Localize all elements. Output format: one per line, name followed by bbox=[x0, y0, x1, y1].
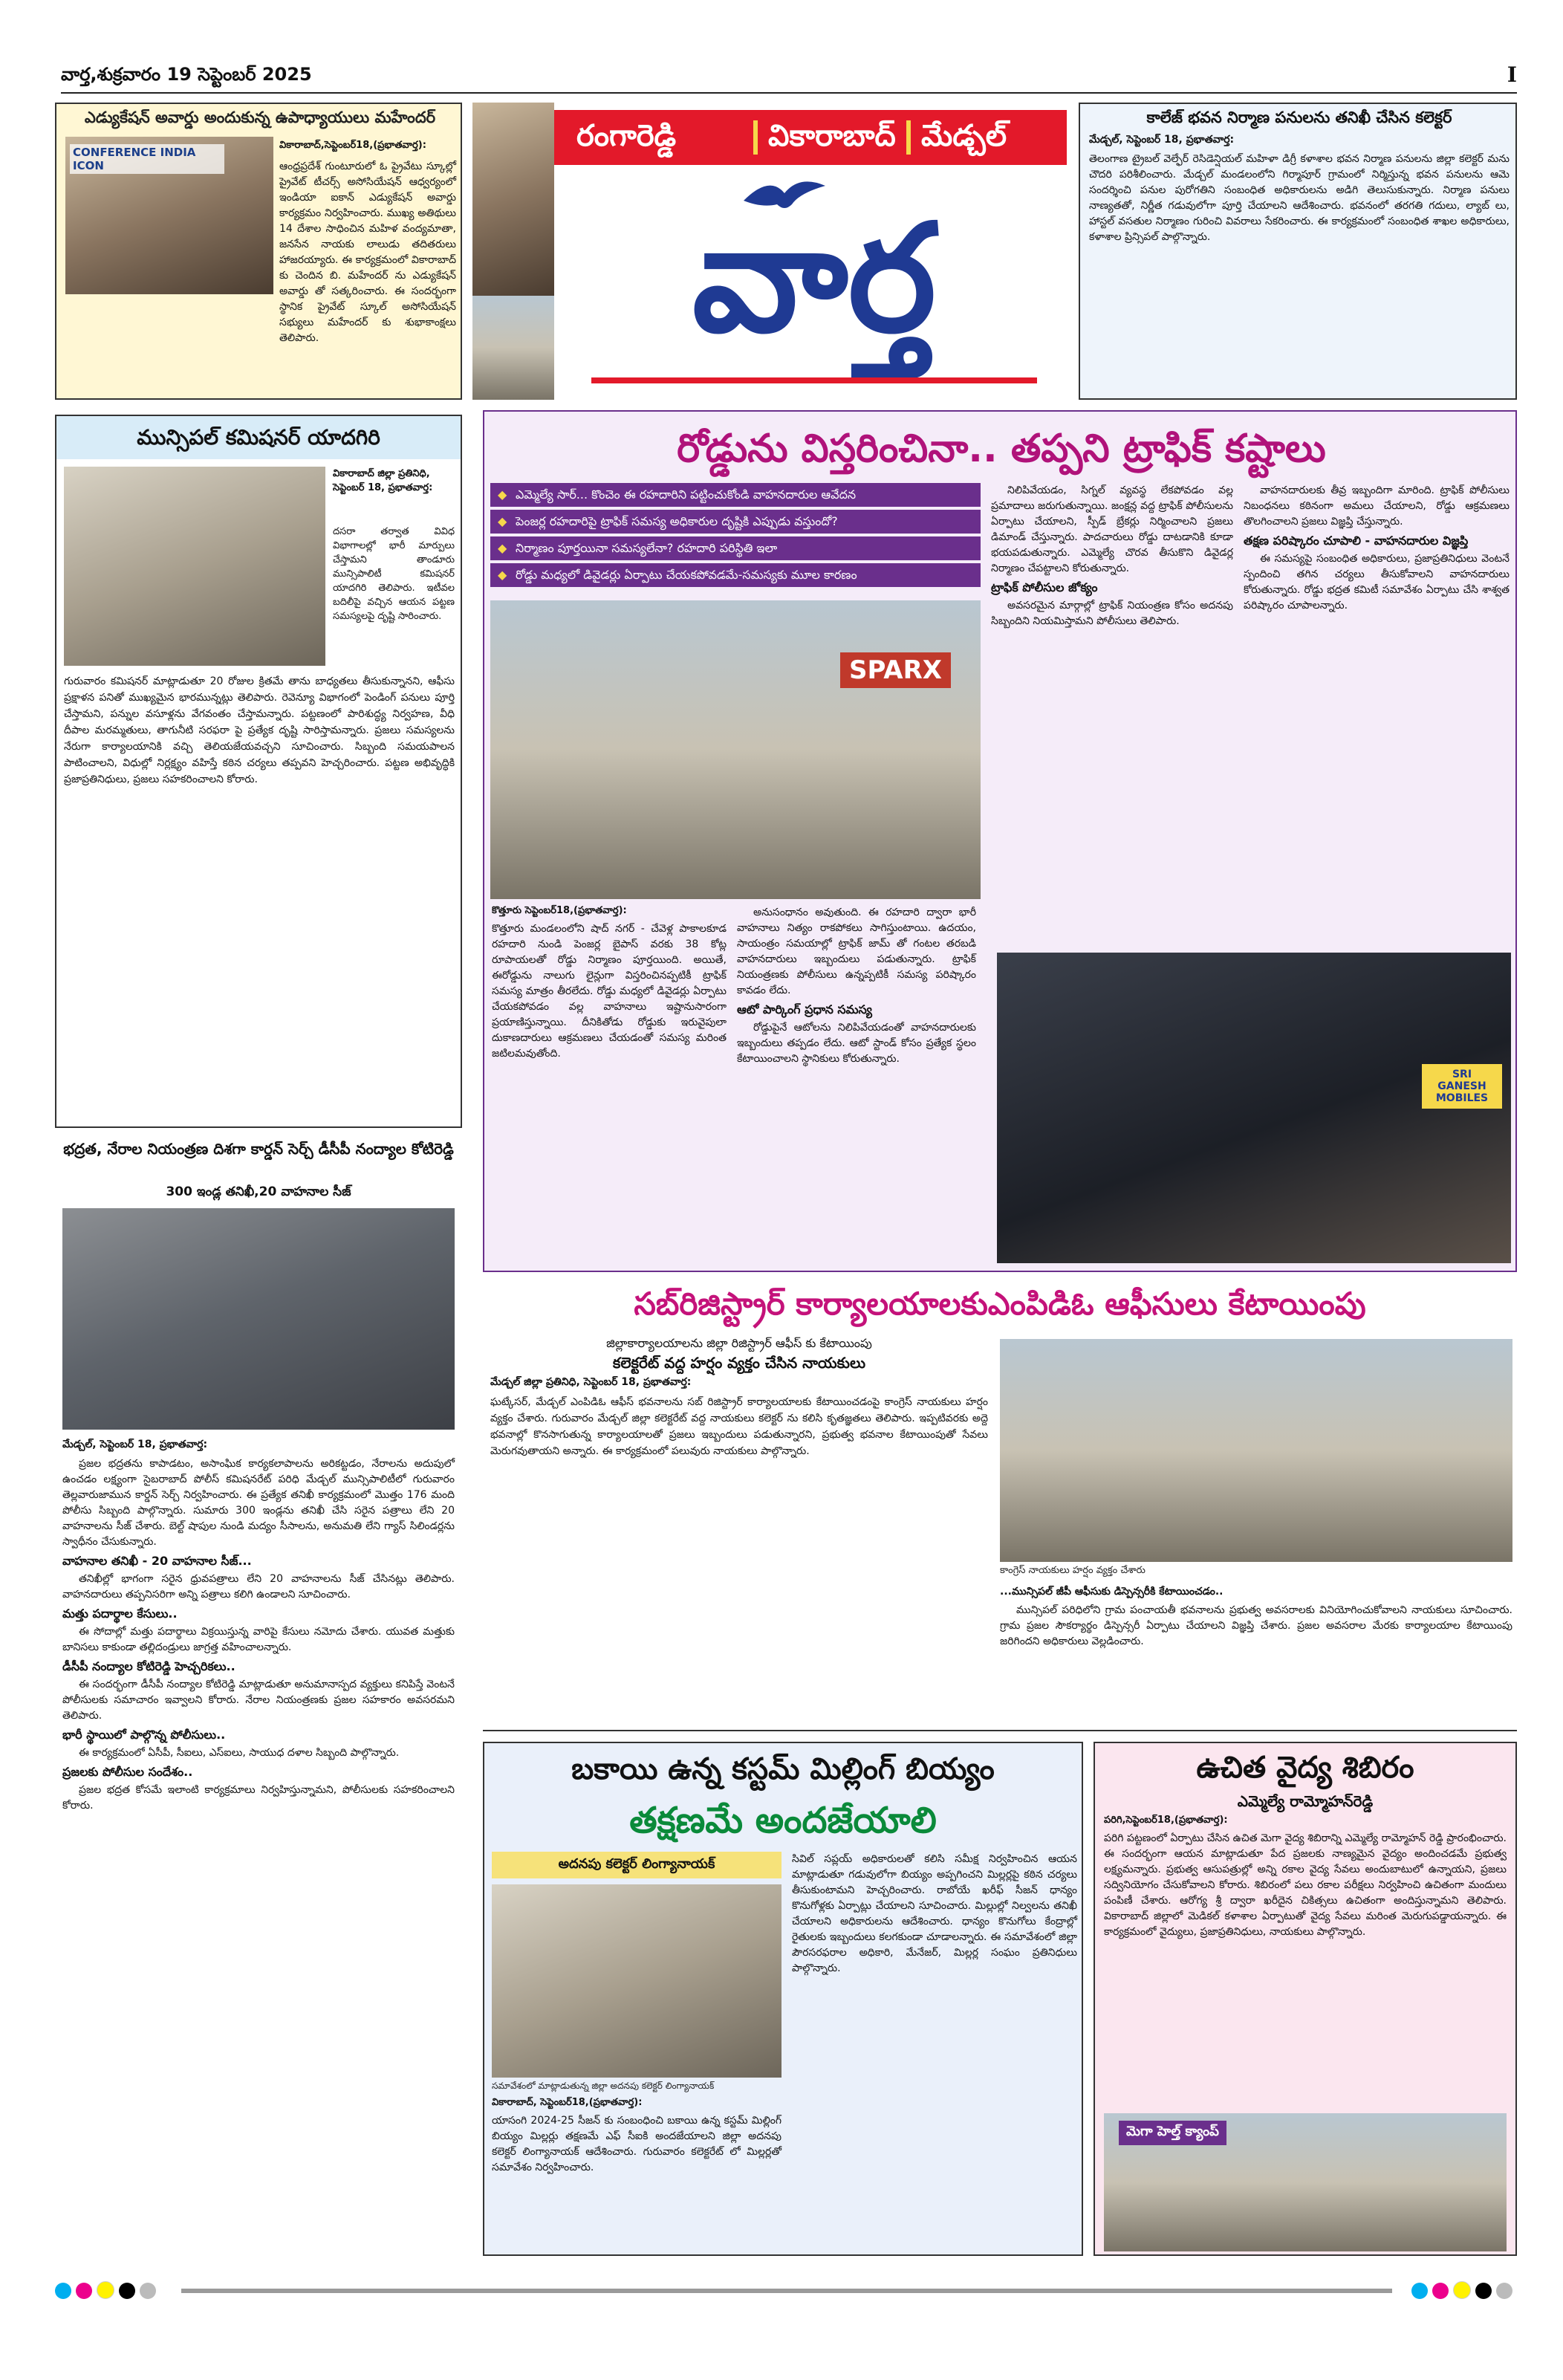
night-traffic-photo bbox=[997, 953, 1511, 1263]
dateline: మేడ్చల్, సెప్టెంబర్ 18, ప్రభాతవార్త: bbox=[1089, 134, 1235, 146]
headline-line-1: బకాయి ఉన్న కస్టమ్ మిల్లింగ్ బియ్యం bbox=[571, 1752, 995, 1786]
headline-line-2: తక్షణమే అందజేయాలి bbox=[629, 1800, 937, 1841]
headline: ఎడ్యుకేషన్ అవార్డు అందుకున్న ఉపాధ్యాయులు మహేందర్ bbox=[84, 108, 436, 126]
paragraph: అవసరమైన మార్గాల్లో ట్రాఫిక్ నియంత్రణ కోసం అదనపు సిబ్బందిని నియమిస్తామని పోలీసులు తెలిపారు. bbox=[991, 600, 1233, 627]
story-body-col4 bbox=[1244, 483, 1510, 947]
story-body: తెలంగాణ ట్రైబల్ వెల్ఫేర్ రెసిడెన్షియల్ మహిళా డిగ్రీ కళాశాల భవన నిర్మాణ పనులను జిల్లా కలెక్టర్ మను చౌదరి పరిశీలించారు. మేడ్చల్ మండలంలోని గిర్మాపూర్ గ్రామంలో నిర్మిస్తున్న భవన పనులను ఆమె సందర్శించి పనుల పురోగతిని సంబంధిత అధికారులను అడిగి తెలుసుకున్నారు. నిర్మాణ పనులు నాణ్యతతో, నిర్ణీత గడువులోగా పూర్తి చేయాలని ఆదేశించారు. భవనంలో తరగతి గదులు, ల్యాబ్ లు, హాస్టల్ వసతుల నిర్మాణం గురించి వివరాలు సేకరించారు. ఈ కార్యక్రమంలో సంబంధిత శాఖల అధికారులు, కళాశాల ప్రిన్సిపల్ పాల్గొన్నారు. bbox=[1089, 153, 1510, 243]
story-body: ఆంధ్రప్రదేశ్ గుంటూరులో ఓ ప్రైవేటు స్కూల్లో ప్రైవేట్ టీచర్స్ అసోసియేషన్ ఆధ్వర్యంలో ఇండియా ఐకాన్ ఎడ్యుకేషన్ అవార్డు కార్యక్రమం నిర్వహించారు. ముఖ్య అతిథులు 14 దేశాల సాధించిన మహిళ వంద్యమాతా, జనసేన నాయకు లాలుడు తదితరులు హాజరయ్యారు. ఈ కార్యక్రమంలో వికారాబాద్ కు చెందిన బి. మహేందర్ ను ఎడ్యుకేషన్ అవార్డు తో సత్కరించారు. ఈ సందర్భంగా స్థానిక ప్రైవేట్ స్కూల్ అసోసియేషన్ సభ్యులు మహేందర్ కు శుభాకాంక్షలు తెలిపారు. bbox=[279, 160, 456, 344]
subhead: ఎమ్మెల్యే రామ్మోహన్‌రెడ్డి bbox=[1237, 1792, 1374, 1810]
story-sub-registrar bbox=[483, 1280, 1517, 1731]
subheading: ఆటో పార్కింగ్ ప్రధాన సమస్య bbox=[737, 1002, 872, 1016]
story-body: ఘట్కేసర్, మేడ్చల్ ఎంపిడిఓ ఆఫీస్ భవనాలను సబ్ రిజిస్ట్రార్ కార్యాలయాలకు కేటాయించడంపై కాంగ్రెస్ నాయకులు హర్షం వ్యక్తం చేశారు. గురువారం మేడ్చల్ జిల్లా కలెక్టరేట్ వద్ద నాయకులు కలెక్టర్ ను కలిసి కృతజ్ఞతలు తెలిపారు. ఇప్పటివరకు అద్దె భవనాల్లో కొనసాగుతున్న కార్యాలయాలతో ప్రజలు ఇబ్బందులు పడుతున్నారని, ప్రభుత్వ భవనాల కేటాయింపుతో సేవలు మెరుగవుతాయని అన్నారు. ఈ కార్యక్రమంలో పలువురు నాయకులు పాల్గొన్నారు. bbox=[490, 1396, 988, 1457]
paragraph: ఈ కార్యక్రమంలో ఏసీపీ, సీఐలు, ఎస్ఐలు, సాయుధ దళాల సిబ్బంది పాల్గొన్నారు. bbox=[79, 1747, 400, 1759]
subheading: తక్షణ పరిష్కారం చూపాలి - వాహనదారుల విజ్ఞప్తి bbox=[1244, 534, 1469, 548]
subheading: ప్రజలకు పోలీసుల సందేశం.. bbox=[62, 1765, 193, 1779]
color-dot bbox=[97, 2281, 114, 2299]
dateline: వార్త,శుక్రవారం 19 సెప్టెంబర్ 2025 bbox=[61, 64, 312, 85]
byline: అదనపు కలెక్టర్ లింగ్యానాయక్ bbox=[558, 1856, 715, 1872]
story-body-col3 bbox=[991, 483, 1233, 947]
story-body: పరిగి పట్టణంలో ఏర్పాటు చేసిన ఉచిత మెగా వైద్య శిబిరాన్ని ఎమ్మెల్యే రామ్మోహన్ రెడ్డి ప్రారంభించారు. ఈ సందర్భంగా ఆయన మాట్లాడుతూ పేద ప్రజలకు నాణ్యమైన వైద్యం అందించడమే ప్రభుత్వ లక్ష్యమన్నారు. ప్రభుత్వ ఆసుపత్రుల్లో అన్ని రకాల వైద్య సేవలు అందుబాటులో ఉన్నాయని, ప్రజలు సద్వినియోగం చేసుకోవాలని కోరారు. శిబిరంలో పలు రకాల పరీక్షలు నిర్వహించి ఉచితంగా మందులు పంపిణీ చేశారు. ఆరోగ్య శ్రీ ద్వారా ఖరీదైన చికిత్సలు ఉచితంగా అందిస్తున్నామని తెలిపారు. వికారాబాద్ జిల్లాలో మెడికల్ కళాశాల ఏర్పాటుతో వైద్య సేవలు మరింత మెరుగుపడ్డాయన్నారు. ఈ కార్యక్రమంలో వైద్యులు, ప్రజాప్రతినిధులు, నాయకులు పాల్గొన్నారు. bbox=[1104, 1832, 1507, 1938]
region-1: రంగారెడ్డి bbox=[576, 119, 677, 153]
paragraph: తనిఖీల్లో భాగంగా సరైన ధ్రువపత్రాలు లేని 20 వాహనాలను సీజ్ చేసినట్లు తెలిపారు. వాహనదారులు తప్పనిసరిగా అన్ని పత్రాలు కలిగి ఉండాలని సూచించారు. bbox=[62, 1573, 455, 1601]
dateline-strip bbox=[61, 61, 1517, 94]
color-dot bbox=[140, 2283, 156, 2299]
headline: మున్సిపల్ కమిషనర్ యాదగిరి bbox=[137, 425, 380, 450]
subhead: కలెక్టరేట్ వద్ద హర్షం వ్యక్తం చేసిన నాయకులు bbox=[612, 1354, 866, 1372]
headline: సబ్‌రిజిస్ట్రార్ కార్యాలయాలకుఎంపిడిఓ ఆఫీసులు కేటాయింపు bbox=[634, 1285, 1366, 1322]
footer-line bbox=[181, 2289, 1392, 2293]
paragraph: వాహనదారులకు తీవ్ర ఇబ్బందిగా మారింది. ట్రాఫిక్ పోలీసులు నిబంధనలు కఠినంగా అమలు చేయాలని, రోడ్డు ఆక్రమణలు తొలగించాలని ప్రజలు విజ్ఞప్తి చేస్తున్నారు. bbox=[1244, 484, 1510, 528]
bullet-list bbox=[490, 483, 981, 590]
story-body-col1: కొత్తూరు మండలంలోని షాద్ నగర్ - చేవెళ్ల పాకాలకూడ రహదారి నుండి పెంజర్ల బైపాస్ వరకు 38 కోట్ల రూపాయలతో రోడ్డు నిర్మాణం పూర్తయింది. అయితే, ఈరోడ్డును నాలుగు లైన్లుగా విస్తరించినప్పటికీ ట్రాఫిక్ సమస్య మాత్రం తీరలేదు. రోడ్డు మధ్యలో డివైడర్లు ఏర్పాటు చేయకపోవడం వల్ల వాహనాలు ఇష్టానుసారంగా ప్రయాణిస్తున్నాయి. దీనికితోడు రోడ్డుకు ఇరువైపులా దుకాణదారులు ఆక్రమణలు చేయడంతో సమస్య మరింత జటిలమవుతోంది. bbox=[492, 923, 727, 1060]
paragraph: ప్రజల భద్రతను కాపాడటం, అసాంఘిక కార్యకలాపాలను అరికట్టడం, నేరాలను అదుపులో ఉంచడం లక్ష్యంగా సైబరాబాద్ పోలీస్ కమిషనరేట్ పరిధి మేడ్చల్ మున్సిపాలిటీలో గురువారం తెల్లవారుజామున కార్డన్ సెర్చ్ నిర్వహించారు. ఈ ప్రత్యేక తనిఖీ కార్యక్రమంలో మొత్తం 176 మంది పోలీసు సిబ్బంది పాల్గొన్నారు. సుమారు 300 ఇండ్లను తనిఖీ చేసి సరైన పత్రాలు లేని 20 వాహనాలను సీజ్ చేశారు. బెల్ట్ షాపుల నుండి మద్యం సీసాలను, అనుమతి లేని గ్యాస్ సిలిండర్లను స్వాధీనం చేసుకున్నారు. bbox=[62, 1458, 455, 1548]
leaders-photo bbox=[1000, 1339, 1512, 1562]
dateline: మేడ్చల్ జిల్లా ప్రతినిధి, సెప్టెంబర్ 18, ప్రభాతవార్త: bbox=[490, 1376, 692, 1388]
commissioner-photo bbox=[64, 467, 325, 666]
dateline: వికారాబాద్,సెప్టెంబర్18,(ప్రభాతవార్త): bbox=[279, 140, 426, 151]
temple-photo bbox=[472, 103, 554, 296]
story-health-camp bbox=[1094, 1742, 1517, 2256]
headline: కాలేజ్ భవన నిర్మాణ పనులను తనిఖీ చేసిన కలెక్టర్ bbox=[1146, 108, 1452, 126]
health-camp-photo bbox=[1104, 2113, 1507, 2251]
story-college-inspection bbox=[1079, 103, 1517, 400]
dateline: మేడ్చల్, సెప్టెంబర్ 18, ప్రభాతవార్త: bbox=[62, 1439, 208, 1450]
story-body: గురువారం కమిషనర్ మాట్లాడుతూ 20 రోజుల క్రితమే తాను బాధ్యతలు తీసుకున్నానని, ఆఫీసు ప్రక్షాళన పనితో ముఖ్యమైన భారమున్నట్లు తెలిపారు. రెవెన్యూ విభాగంలో పెండింగ్ పనులు పూర్తి చేస్తామని, పన్నుల వసూళ్లను వేగవంతం చేస్తామన్నారు. పట్టణంలో పారిశుద్ధ్య నిర్వహణ, వీధి దీపాల మరమ్మతులు, తాగునీటి సరఫరా పై ప్రత్యేక దృష్టి సారిస్తామన్నారు. ప్రజలు సమస్యలను నేరుగా కార్యాలయానికి వచ్చి తెలియజేయవచ్చని సూచించారు. సిబ్బంది సమయపాలన పాటించాలని, విధుల్లో నిర్లక్ష్యం వహిస్తే కఠిన చర్యలు తప్పవని హెచ్చరించారు. పట్టణ అభివృద్ధికి ప్రజాప్రతినిధులు, ప్రజలు సహకరించాలని కోరారు. bbox=[64, 675, 455, 785]
story-body-right bbox=[1000, 1581, 1512, 1727]
story-body-side: దసరా తర్వాత వివిధ విభాగాలల్లో భారీ మార్పులు చేస్తామని తాండూరు మున్సిపాలిటీ కమిషనర్ యాదగిరి తెలిపారు. ఇటీవల బదిలీపై వచ్చిన ఆయన పట్టణ సమస్యలపై దృష్టి సారించారు. bbox=[333, 526, 455, 622]
paragraph: ఈ సమస్యపై సంబంధిత అధికారులు, ప్రజాప్రతినిధులు వెంటనే స్పందించి తగిన చర్యలు తీసుకోవాలని వాహనదారులు కోరుతున్నారు. రోడ్డు భద్రత కమిటీ సమావేశం ఏర్పాటు చేసి శాశ్వత పరిష్కారం చూపాలన్నారు. bbox=[1244, 553, 1510, 612]
traffic-photo bbox=[490, 600, 981, 899]
kicker: జిల్లాకార్యాలయాలను జిల్లా రిజిస్ట్రార్ ఆఫీస్ కు కేటాయింపు bbox=[606, 1336, 872, 1350]
bullet-item: ◆ నిర్మాణం పూర్తయినా సమస్యలేనా? రహదారి పరిస్థితి ఇలా bbox=[490, 536, 981, 560]
story-body-col2 bbox=[737, 905, 976, 1265]
meeting-photo bbox=[492, 1884, 782, 2078]
bullet-item: ◆ పెంజర్ల రహదారిపై ట్రాఫిక్ సమస్య అధికారుల దృష్టికి ఎప్పుడు వస్తుందో? bbox=[490, 510, 981, 534]
byline-band bbox=[492, 1852, 782, 1878]
story-cordon-search bbox=[55, 1135, 462, 2256]
dateline: పరిగి,సెప్టెంబర్18,(ప్రభాతవార్త): bbox=[1104, 1815, 1228, 1826]
dateline: వికారాబాద్, సెప్టెంబర్18,(ప్రభాతవార్త): bbox=[492, 2097, 643, 2108]
photo-caption: కాంగ్రెస్ నాయకులు హర్షం వ్యక్తం చేశారు bbox=[1000, 1565, 1146, 1576]
banner-text: మెగా హెల్త్ క్యాంప్ bbox=[1119, 2121, 1226, 2145]
story-teacher-award bbox=[55, 103, 462, 400]
page-number: I bbox=[1507, 62, 1517, 87]
masthead-logo-block bbox=[472, 103, 1067, 400]
paragraph: ప్రజల భద్రత కోసమే ఇలాంటి కార్యక్రమాలు నిర్వహిస్తున్నామని, పోలీసులకు సహకరించాలని కోరారు. bbox=[62, 1784, 455, 1812]
color-dot bbox=[1475, 2283, 1492, 2299]
region-3: మేడ్చల్ bbox=[921, 119, 1007, 153]
police-photo bbox=[62, 1208, 455, 1430]
subheading: ...మున్సిపల్ జీపీ ఆఫీసుకు డిస్పెన్సరీకి కేటాయించడం.. bbox=[1000, 1586, 1224, 1598]
region-divider bbox=[753, 120, 758, 155]
headline: ఉచిత వైద్య శిబిరం bbox=[1196, 1751, 1414, 1785]
paragraph: రోడ్డుపైనే ఆటోలను నిలిపివేయడంతో వాహనదారులకు ఇబ్బందులు తప్పడం లేదు. ఆటో స్టాండ్ కోసం ప్రత్యేక స్థలం కేటాయించాలని స్థానికులు కోరుతున్నారు. bbox=[737, 1022, 976, 1065]
color-dot bbox=[55, 2283, 71, 2299]
color-dots-right bbox=[1411, 2281, 1517, 2299]
bullet-item: ◆ ఎమ్మెల్యే సార్... కొంచెం ఈ రహదారిని పట్టించుకోండి వాహనదారుల ఆవేదన bbox=[490, 483, 981, 507]
headline-band bbox=[56, 416, 461, 459]
region-divider bbox=[906, 120, 911, 155]
bullet-item: ◆ రోడ్డు మధ్యలో డివైడర్లు ఏర్పాటు చేయకపోవడమే-సమస్యకు మూల కారణం bbox=[490, 563, 981, 587]
subheading: భారీ స్థాయిలో పాల్గొన్న పోలీసులు.. bbox=[62, 1728, 226, 1742]
story-municipal-commissioner bbox=[55, 415, 462, 1128]
story-body-col2: సివిల్ సప్లయ్ అధికారులతో కలిసి సమీక్ష నిర్వహించిన ఆయన మాట్లాడుతూ గడువులోగా బియ్యం అప్పగించని మిల్లర్లపై కఠిన చర్యలు తీసుకుంటామని హెచ్చరించారు. రాబోయే ఖరీఫ్ సీజన్ ధాన్యం కొనుగోళ్లకు ఏర్పాట్లు చేయాలని సూచించారు. మిల్లుల్లో నిల్వలను తనిఖీ చేయాలని అధికారులను ఆదేశించారు. ధాన్యం కొనుగోలు కేంద్రాల్లో రైతులకు ఇబ్బందులు కలగకుండా చూడాలన్నారు. ఈ సమావేశంలో జిల్లా పౌరసరఫరాల అధికారి, మేనేజర్, మిల్లర్ల సంఘం ప్రతినిధులు పాల్గొన్నారు. bbox=[792, 1853, 1077, 1974]
paragraph: ఈ సోదాల్లో మత్తు పదార్థాలు విక్రయిస్తున్న వారిపై కేసులు నమోదు చేశారు. యువత మత్తుకు బానిసలు కాకుండా తల్లిదండ్రులు జాగ్రత్త వహించాలన్నారు. bbox=[62, 1626, 455, 1653]
masthead-logo: వార్త bbox=[692, 192, 937, 366]
headline: భద్రత, నేరాల నియంత్రణ దిశగా కార్డన్ సెర్చ్ డీసీపీ నంద్యాల కోటిరెడ్డి bbox=[63, 1140, 454, 1158]
paragraph: ఈ సందర్భంగా డీసీపీ నంద్యాల కోటిరెడ్డి మాట్లాడుతూ అనుమానాస్పద వ్యక్తులు కనిపిస్తే వెంటనే పోలీసులకు సమాచారం ఇవ్వాలని కోరారు. నేరాల నియంత్రణకు ప్రజల సహకారం అవసరమని తెలిపారు. bbox=[62, 1679, 455, 1722]
dateline: వికారాబాద్ జిల్లా ప్రతినిధి, సెప్టెంబర్ 18, ప్రభాతవార్త: bbox=[333, 468, 433, 493]
dateline: కొత్తూరు సెప్టెంబర్18,(ప్రభాతవార్త): bbox=[492, 905, 627, 916]
subheading: డీసీపీ నంద్యాల కోటిరెడ్డి హెచ్చరికలు.. bbox=[62, 1659, 235, 1673]
story-traffic bbox=[483, 410, 1517, 1272]
shop-sign: SPARX bbox=[840, 652, 951, 688]
color-dot bbox=[1496, 2283, 1512, 2299]
color-dot bbox=[1453, 2281, 1471, 2299]
color-dot bbox=[1432, 2283, 1449, 2299]
paragraph: అనుసంధానం అవుతుంది. ఈ రహదారి ద్వారా భారీ వాహనాలు నిత్యం రాకపోకలు సాగిస్తుంటాయి. ఉదయం, సాయంత్రం సమయాల్లో ట్రాఫిక్ జామ్ తో గంటల తరబడి వాహనదారులు ఇబ్బందులు పడుతున్నారు. ట్రాఫిక్ నియంత్రణకు పోలీసులు ఉన్నప్పటికీ సమస్య పరిష్కారం కావడం లేదు. bbox=[737, 907, 976, 996]
story-rice-milling bbox=[483, 1742, 1083, 2256]
subhead: 300 ఇండ్ల తనిఖీ,20 వాహనాల సీజ్ bbox=[166, 1184, 351, 1199]
paragraph: నిలిపివేయడం, సిగ్నల్ వ్యవస్థ లేకపోవడం వల్ల ప్రమాదాలు జరుగుతున్నాయి. జంక్షన్ల వద్ద ట్రాఫిక్ పోలీసులను ఏర్పాటు చేయాలని, స్పీడ్ బ్రేకర్లు నిర్మించాలని ప్రజలు డిమాండ్ చేస్తున్నారు. పాదచారులు రోడ్డు దాటడానికి కూడా భయపడుతున్నారు. ఎమ్మెల్యే చొరవ తీసుకొని డివైడర్ల నిర్మాణం చేపట్టాలని కోరుతున్నారు. bbox=[991, 484, 1233, 574]
logo-underline bbox=[591, 377, 1037, 383]
story-body-col1: యాసంగి 2024-25 సీజన్ కు సంబంధించి బకాయి ఉన్న కస్టమ్ మిల్లింగ్ బియ్యం మిల్లర్లు తక్షణమే ఎఫ్ సీఐకి అందజేయాలని జిల్లా అదనపు కలెక్టర్ లింగ్యానాయక్ ఆదేశించారు. గురువారం కలెక్టరేట్ లో మిల్లర్లతో సమావేశం నిర్వహించారు. bbox=[492, 2115, 782, 2173]
color-dot bbox=[119, 2283, 135, 2299]
teacher-photo bbox=[65, 137, 273, 294]
color-dot bbox=[76, 2283, 92, 2299]
photo-caption: సమావేశంలో మాట్లాడుతున్న జిల్లా అదనపు కలెక్టర్ లింగ్యానాయక్ bbox=[492, 2081, 715, 2091]
color-dot bbox=[1411, 2283, 1428, 2299]
story-body bbox=[62, 1456, 455, 2251]
region-banner bbox=[554, 110, 1067, 165]
footer-registration-bar bbox=[55, 2280, 1517, 2302]
subheading: మత్తు పదార్థాల కేసులు.. bbox=[62, 1606, 178, 1621]
headline: రోడ్డును విస్తరించినా.. తప్పని ట్రాఫిక్ కష్టాలు bbox=[677, 427, 1326, 471]
color-dots-left bbox=[55, 2281, 160, 2299]
paragraph: మున్సిపల్ పరిధిలోని గ్రామ పంచాయతీ భవనాలను ప్రభుత్వ అవసరాలకు వినియోగించుకోవాలని నాయకులు సూచించారు. గ్రామ ప్రజల సౌకర్యార్థం డిస్పెన్సరీ ఏర్పాటు చేయాలని విజ్ఞప్తి చేశారు. ప్రజల అవసరాల మేరకు కార్యాలయాల కేటాయింపు జరిగిందని అధికారులు వెల్లడించారు. bbox=[1000, 1604, 1512, 1647]
subheading: వాహనాల తనిఖీ - 20 వాహనాల సీజ్... bbox=[62, 1554, 252, 1568]
photo-banner: CONFERENCE INDIA ICON bbox=[70, 144, 224, 174]
ship-photo bbox=[472, 296, 554, 400]
subheading: ట్రాఫిక్ పోలీసుల జోక్యం bbox=[991, 580, 1098, 594]
shop-sign: SRI GANESH MOBILES bbox=[1422, 1064, 1502, 1109]
region-2: వికారాబాద్ bbox=[768, 119, 896, 153]
